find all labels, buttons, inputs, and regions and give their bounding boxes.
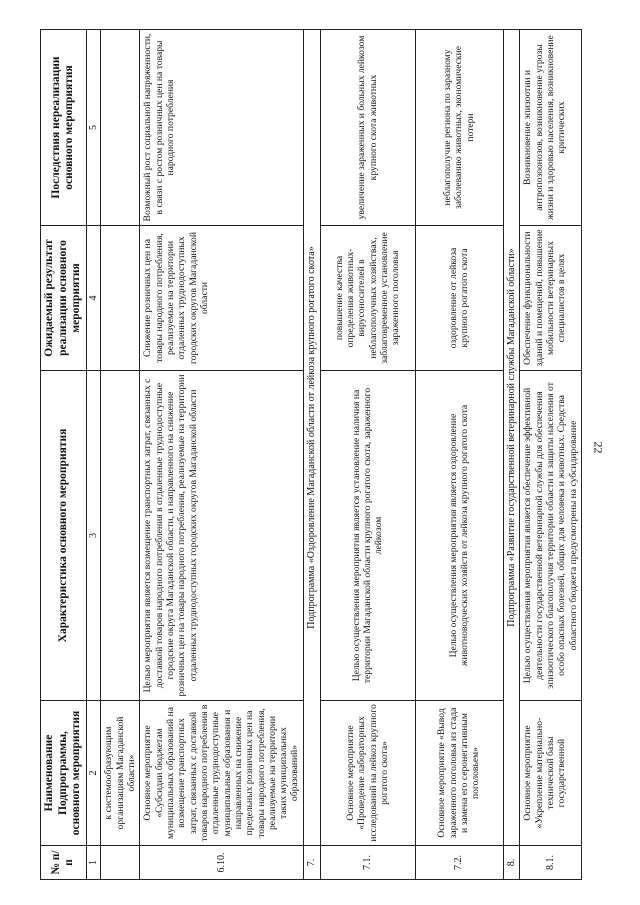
table-row — [415, 30, 503, 880]
measure-result: Обеспечение функциональности зданий и помещений, повышение мобильности ветеринарных специалистов в целях — [520, 226, 582, 371]
row-number: 8. — [503, 846, 520, 880]
measure-consequence: Возникновение эпизоотии и антропозоонозов, возникновение угрозы жизни и здоровью населения, возникновение критических — [520, 30, 582, 226]
measure-description: Целью мероприятия является возмещение транспортных затрат, связанных с доставкой товаров народного потребления в отдаленные труднодоступные городские округа Магаданской области, и направленного на снижение розничных цен на товары народного потребления, реализуемые на территории отдаленных труднодоступных городских округов Магаданской области — [140, 371, 303, 701]
measure-result: Снижение розничных цен на товары народного потребления, реализуемые на территории отдаленных труднодоступных городских округов Магаданской области — [140, 226, 303, 371]
subprogram-title: Подпрограмма «Развитие государственной ветеринарной службы Магаданской области» — [503, 30, 520, 846]
subprogram-title: Подпрограмма «Оздоровление Магаданской области от лейкоза крупного рогатого скота» — [303, 30, 320, 846]
column-number: 3 — [86, 371, 101, 701]
row-number: 7.1. — [320, 846, 415, 880]
measure-consequence: увеличение зараженных и больных лейкозом крупного скота животных — [320, 30, 415, 226]
row-number: 8.1. — [520, 846, 582, 880]
subprogram-row — [503, 30, 520, 880]
measure-name: Основное мероприятие «Проведение лабораторных исследований на лейкоз крупного рогатого скота» — [320, 701, 415, 846]
row-number: 7.2. — [415, 846, 503, 880]
measures-table — [40, 29, 582, 880]
header-name: Наименование Подпрограммы, основного мероприятия — [41, 701, 87, 846]
column-number: 4 — [86, 226, 101, 371]
table-row — [320, 30, 415, 880]
column-number: 2 — [86, 701, 101, 846]
rotated-table-wrapper — [40, 30, 579, 880]
header-result: Ожидаемый результат реализации основного мероприятия — [41, 226, 87, 371]
row-number: 6.10. — [140, 846, 303, 880]
header-row — [41, 30, 87, 880]
subprogram-row — [303, 30, 320, 880]
table-row — [101, 30, 140, 880]
measure-description: Целью осуществления мероприятия является оздоровление животноводческих хозяйств от лейкоза крупного рогатого скота — [415, 371, 503, 701]
measure-result: оздоровление от лейкоза крупного рогатого скота — [415, 226, 503, 371]
row-number: 7. — [303, 846, 320, 880]
measure-name: Основное мероприятие «Вывод зараженного поголовья из стада и замена его серонегативным поголовьем» — [415, 701, 503, 846]
header-number: № п/п — [41, 846, 87, 880]
page-number: 22 — [591, 441, 606, 454]
measure-consequence: неблагополучие региона по заразному заболеванию животных, экономические потери — [415, 30, 503, 226]
measure-consequence: Возможный рост социальной напряженности, в связи с ростом розничных цен на товары народного потребления — [140, 30, 303, 226]
measure-name: Основное мероприятие «Субсидии бюджетам муниципальных образований на возмещение транспортных затрат, связанных с доставкой товаров народного потребления в отдаленные труднодоступные муниципальные образования и направленных на снижение предельных розничных цен на товары народного потребления, реализуемые на территории таких муниципальных образований» — [140, 701, 303, 846]
column-numbers-row — [86, 30, 101, 880]
measure-result: повышение качества определения животных-вирусоносителей в неблагополучных хозяйствах, заблаговременное установление зараженного поголовья — [320, 226, 415, 371]
measure-description: Целью осуществления мероприятия является установление наличия на территории Магаданской области крупного рогатого скота, зараженного лейкозом — [320, 371, 415, 701]
column-number: 5 — [86, 30, 101, 226]
header-consequence: Последствия нереализации основного мероприятия — [41, 30, 87, 226]
header-description: Характеристика основного мероприятия — [41, 371, 87, 701]
column-number: 1 — [86, 846, 101, 880]
measure-description: Целью осуществления мероприятия является обеспечение эффективной деятельности государственной ветеринарной службы для обеспечения эпизоотического благополучия территории области и защиты населения от особо опасных болезней, общих для человека и животных. Средства областного бюджета предусмотрены на субсидирование — [520, 371, 582, 701]
measure-name: к системообразующим организациям Магаданской области» — [101, 701, 140, 846]
table-row — [520, 30, 582, 880]
measure-name: Основное мероприятие «Укрепление материально-технической базы государственной — [520, 701, 582, 846]
table-row — [140, 30, 303, 880]
